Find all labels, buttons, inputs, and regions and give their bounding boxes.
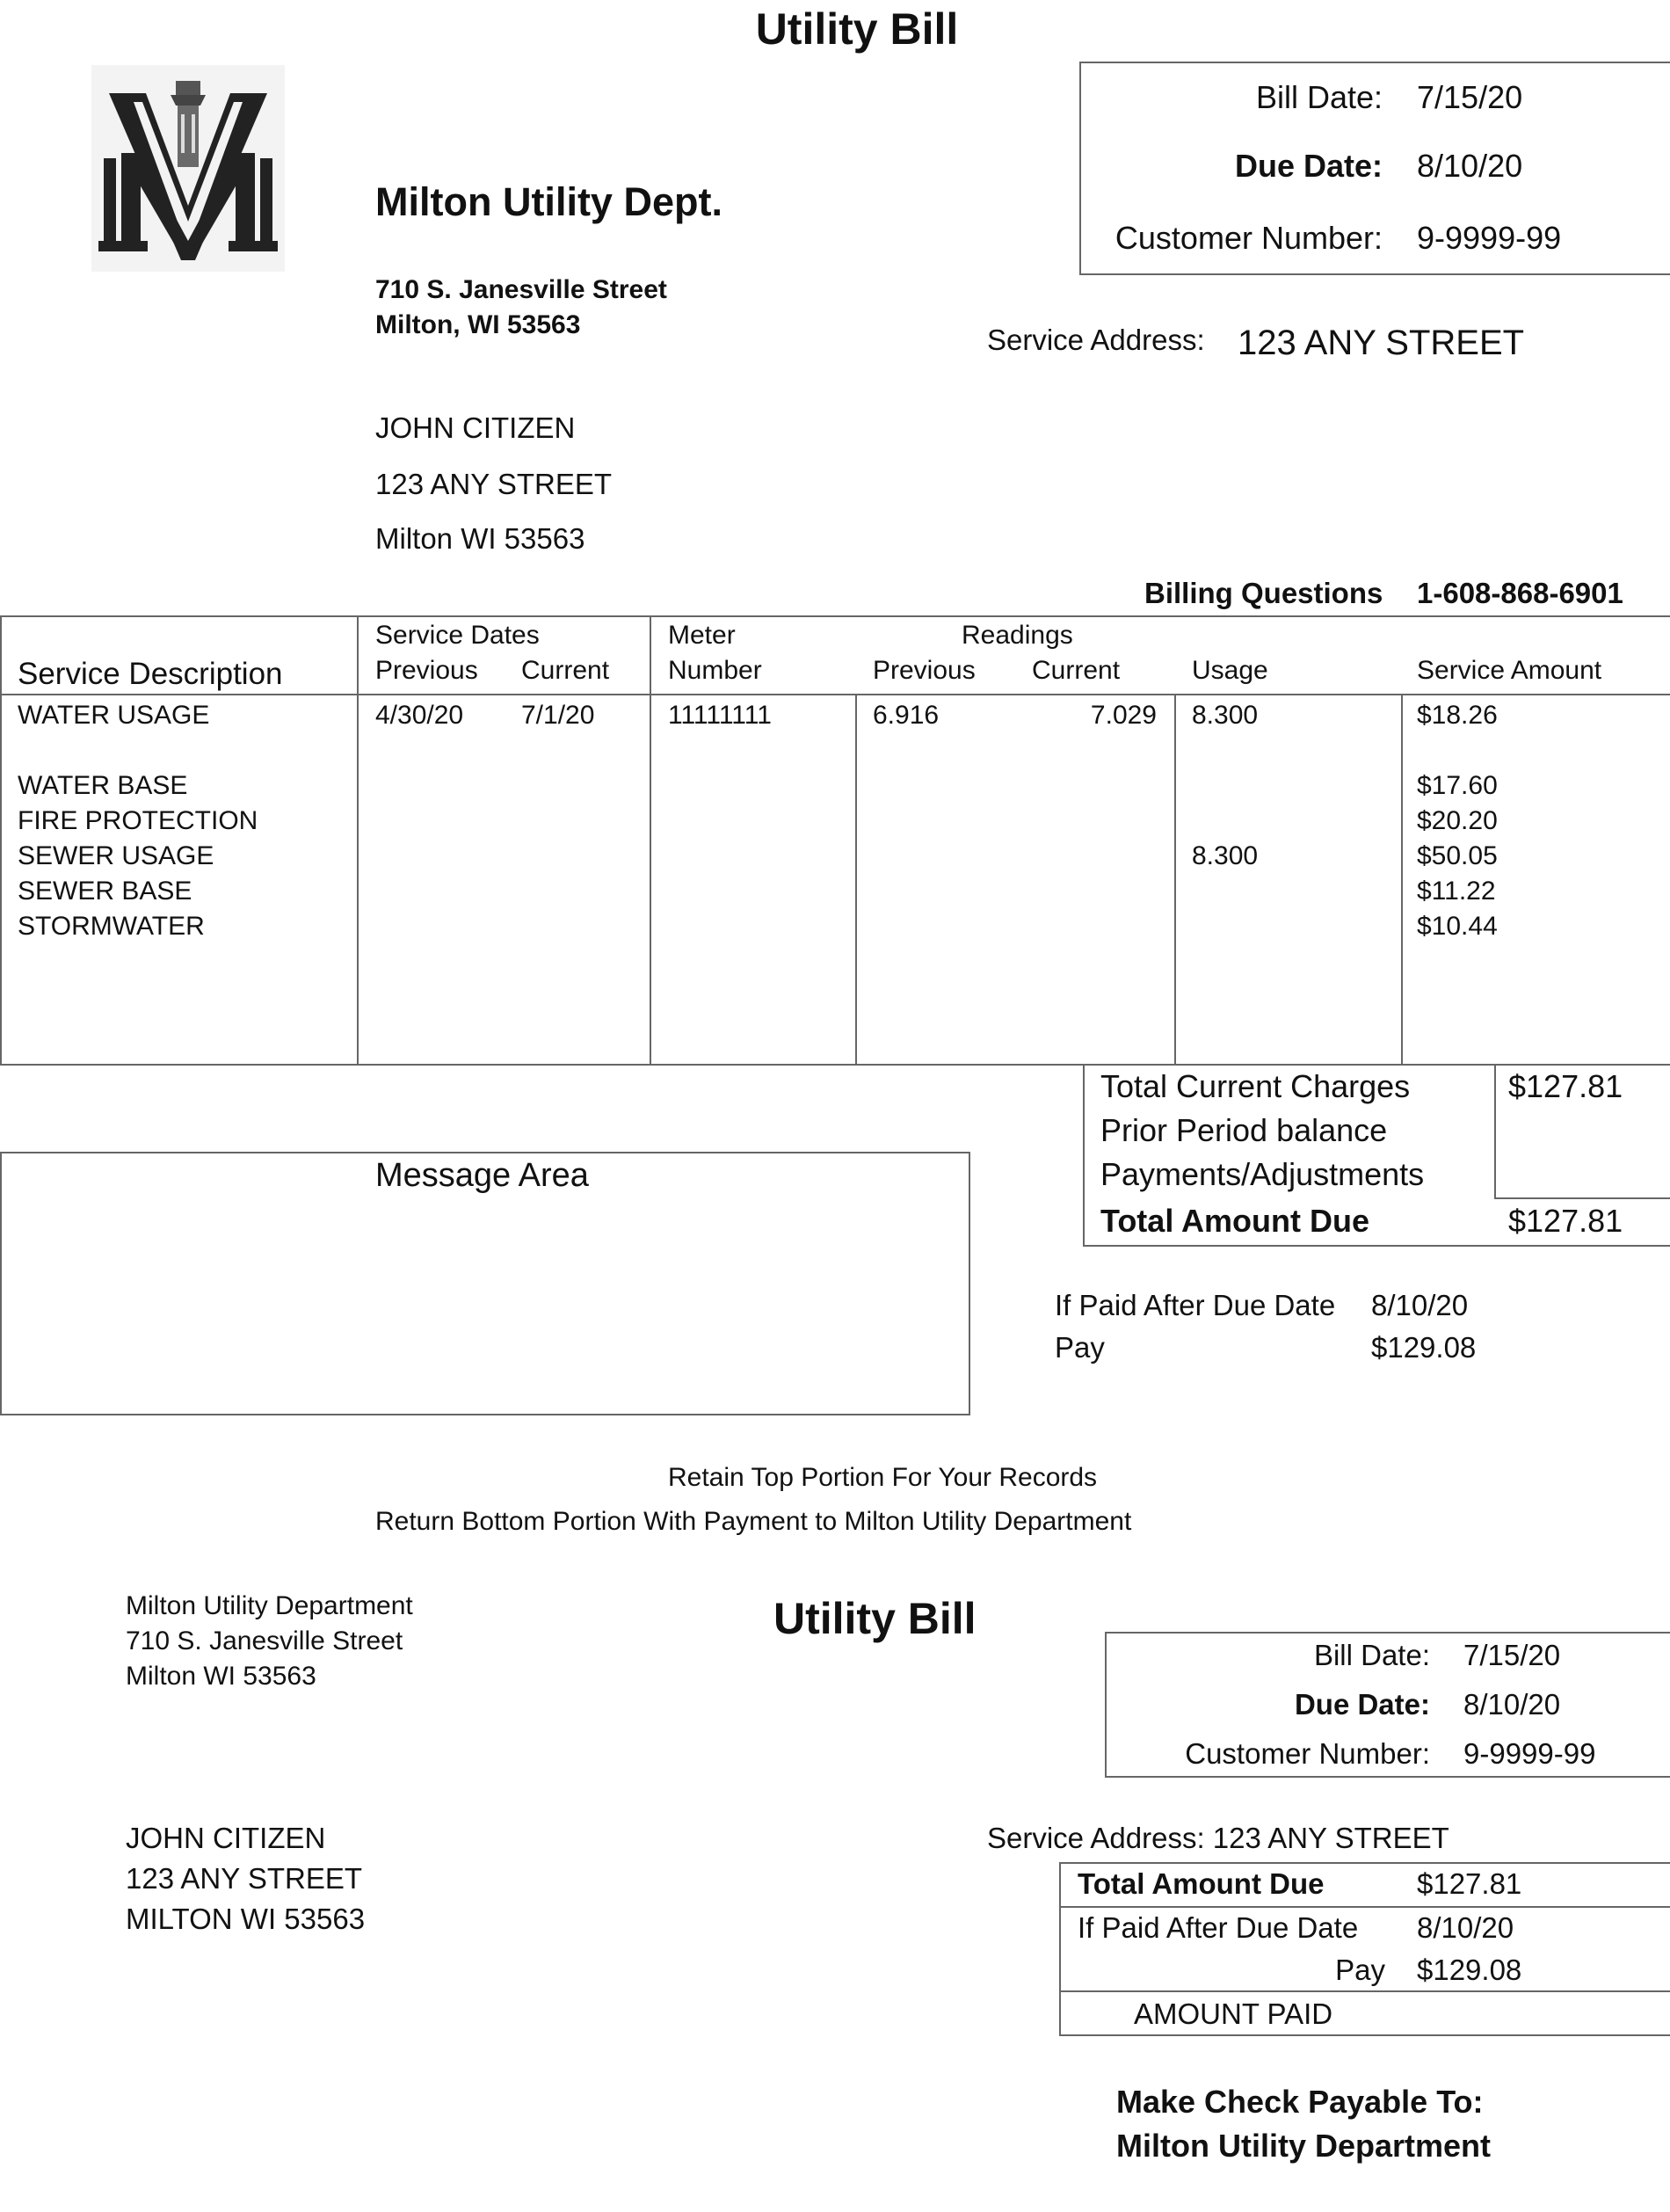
totals-divider bbox=[1494, 1066, 1496, 1197]
table-cell: WATER USAGE bbox=[18, 701, 210, 730]
billing-questions-label: Billing Questions bbox=[1144, 577, 1383, 609]
table-cell: 4/30/20 bbox=[375, 701, 464, 730]
utility-address-line1: 710 S. Janesville Street bbox=[375, 275, 667, 304]
stub-customer-city: MILTON WI 53563 bbox=[126, 1903, 366, 1935]
table-cell bbox=[1417, 733, 1498, 768]
customer-name: JOHN CITIZEN bbox=[375, 411, 576, 444]
stub-bill-date-value: 7/15/20 bbox=[1463, 1639, 1561, 1671]
column-amount bbox=[1417, 698, 1498, 944]
stub-service-address: Service Address: 123 ANY STREET bbox=[987, 1822, 1449, 1854]
totals-divider bbox=[1494, 1197, 1670, 1199]
table-cell: SEWER BASE bbox=[18, 877, 192, 906]
table-cell: $20.20 bbox=[1417, 806, 1498, 835]
table-col-divider bbox=[1401, 694, 1403, 1066]
stub-if-paid-after-label: If Paid After Due Date bbox=[1078, 1911, 1359, 1944]
stub-payment-divider bbox=[1059, 1906, 1670, 1908]
header-dates-previous: Previous bbox=[375, 656, 478, 685]
stub-customer-name: JOHN CITIZEN bbox=[126, 1822, 326, 1854]
stub-utility-street: 710 S. Janesville Street bbox=[126, 1626, 403, 1655]
stub-customer-street: 123 ANY STREET bbox=[126, 1862, 363, 1895]
stub-customer-number-label: Customer Number: bbox=[1185, 1737, 1430, 1770]
bill-date-value: 7/15/20 bbox=[1417, 79, 1523, 115]
header-meter-number: Number bbox=[668, 656, 762, 685]
stub-title: Utility Bill bbox=[773, 1594, 977, 1643]
totals-box-bottom bbox=[1083, 1245, 1670, 1247]
stub-total-amount-due-value: $127.81 bbox=[1417, 1867, 1522, 1900]
pay-label: Pay bbox=[1055, 1331, 1105, 1364]
return-text: Return Bottom Portion With Payment to Milton Utility Department bbox=[375, 1507, 1132, 1536]
table-cell bbox=[18, 733, 258, 768]
billing-questions-phone: 1-608-868-6901 bbox=[1417, 577, 1623, 609]
stub-if-paid-after-date: 8/10/20 bbox=[1417, 1911, 1514, 1944]
table-cell: $11.22 bbox=[1417, 877, 1496, 906]
table-cell: 7/1/20 bbox=[521, 701, 595, 730]
column-description bbox=[18, 698, 258, 944]
column-usage bbox=[1192, 698, 1258, 874]
table-cell: $10.44 bbox=[1417, 912, 1498, 941]
stub-due-date-label: Due Date: bbox=[1294, 1688, 1430, 1721]
header-readings-current: Current bbox=[1032, 656, 1121, 685]
table-cell: 8.300 bbox=[1192, 701, 1259, 730]
milton-logo-icon bbox=[91, 65, 285, 272]
table-cell bbox=[1192, 768, 1258, 804]
column-meter bbox=[668, 698, 772, 733]
column-prev-date bbox=[375, 698, 463, 733]
customer-city: Milton WI 53563 bbox=[375, 522, 585, 555]
stub-amount-paid-label: AMOUNT PAID bbox=[1134, 1997, 1333, 2030]
utility-name: Milton Utility Dept. bbox=[375, 179, 722, 224]
stub-payment-divider bbox=[1059, 1990, 1670, 1992]
stub-pay-amount: $129.08 bbox=[1417, 1954, 1522, 1986]
table-cell: WATER BASE bbox=[18, 771, 188, 800]
stub-customer-number-value: 9-9999-99 bbox=[1463, 1737, 1596, 1770]
table-cell: 11111111 bbox=[668, 701, 772, 730]
header-dates-current: Current bbox=[521, 656, 610, 685]
table-cell: STORMWATER bbox=[18, 912, 205, 941]
if-paid-after-label: If Paid After Due Date bbox=[1055, 1289, 1336, 1321]
stub-due-date-value: 8/10/20 bbox=[1463, 1688, 1561, 1721]
utility-address-line2: Milton, WI 53563 bbox=[375, 310, 581, 339]
table-cell: FIRE PROTECTION bbox=[18, 806, 258, 835]
header-readings-previous: Previous bbox=[873, 656, 976, 685]
header-readings: Readings bbox=[962, 621, 1073, 650]
utility-logo bbox=[91, 65, 285, 272]
due-date-value: 8/10/20 bbox=[1417, 148, 1523, 184]
customer-number-label: Customer Number: bbox=[1115, 220, 1383, 256]
pay-amount: $129.08 bbox=[1371, 1331, 1477, 1364]
total-current-charges-value: $127.81 bbox=[1508, 1068, 1623, 1104]
customer-street: 123 ANY STREET bbox=[375, 468, 613, 500]
column-curr-reading bbox=[1037, 698, 1157, 733]
table-cell: $50.05 bbox=[1417, 841, 1498, 870]
total-current-charges-label: Total Current Charges bbox=[1100, 1068, 1411, 1104]
page-title: Utility Bill bbox=[755, 4, 959, 54]
table-cell: 8.300 bbox=[1192, 841, 1259, 870]
table-col-divider bbox=[1174, 694, 1176, 1066]
table-cell bbox=[1192, 804, 1258, 839]
header-service-description: Service Description bbox=[18, 657, 283, 691]
stub-utility-name: Milton Utility Department bbox=[126, 1591, 413, 1620]
bill-date-label: Bill Date: bbox=[1255, 79, 1383, 115]
table-col-divider bbox=[855, 694, 857, 1066]
message-area-label: Message Area bbox=[375, 1157, 589, 1194]
table-cell: SEWER USAGE bbox=[18, 841, 214, 870]
header-meter: Meter bbox=[668, 621, 736, 650]
total-amount-due-value: $127.81 bbox=[1508, 1203, 1623, 1239]
service-address-label: Service Address: bbox=[987, 324, 1205, 356]
total-amount-due-label: Total Amount Due bbox=[1100, 1203, 1369, 1239]
table-cell: 7.029 bbox=[1090, 701, 1157, 730]
stub-utility-city: Milton WI 53563 bbox=[126, 1662, 316, 1691]
column-prev-reading bbox=[873, 698, 939, 733]
stub-pay-label: Pay bbox=[1335, 1954, 1385, 1986]
payable-to-line2: Milton Utility Department bbox=[1116, 2128, 1492, 2164]
retain-text: Retain Top Portion For Your Records bbox=[668, 1463, 1098, 1492]
table-cell: $17.60 bbox=[1417, 771, 1498, 800]
header-service-dates: Service Dates bbox=[375, 621, 540, 650]
table-cell: 6.916 bbox=[873, 701, 940, 730]
header-usage: Usage bbox=[1192, 656, 1268, 685]
stub-total-amount-due-label: Total Amount Due bbox=[1078, 1867, 1325, 1900]
customer-number-value: 9-9999-99 bbox=[1417, 220, 1562, 256]
table-cell: $18.26 bbox=[1417, 701, 1498, 730]
totals-box-left bbox=[1083, 1066, 1085, 1247]
column-curr-date bbox=[521, 698, 594, 733]
payments-adjustments-label: Payments/Adjustments bbox=[1100, 1156, 1425, 1192]
table-col-divider bbox=[357, 615, 359, 1066]
table-cell bbox=[1192, 733, 1258, 768]
service-address-value: 123 ANY STREET bbox=[1238, 324, 1525, 362]
prior-period-balance-label: Prior Period balance bbox=[1100, 1112, 1388, 1148]
header-service-amount: Service Amount bbox=[1417, 656, 1602, 685]
if-paid-after-date: 8/10/20 bbox=[1371, 1289, 1469, 1321]
table-header-divider bbox=[0, 694, 1670, 695]
table-col-divider bbox=[650, 615, 651, 1066]
due-date-label: Due Date: bbox=[1234, 148, 1383, 184]
stub-bill-date-label: Bill Date: bbox=[1313, 1639, 1430, 1671]
payable-to-line1: Make Check Payable To: bbox=[1116, 2084, 1484, 2120]
